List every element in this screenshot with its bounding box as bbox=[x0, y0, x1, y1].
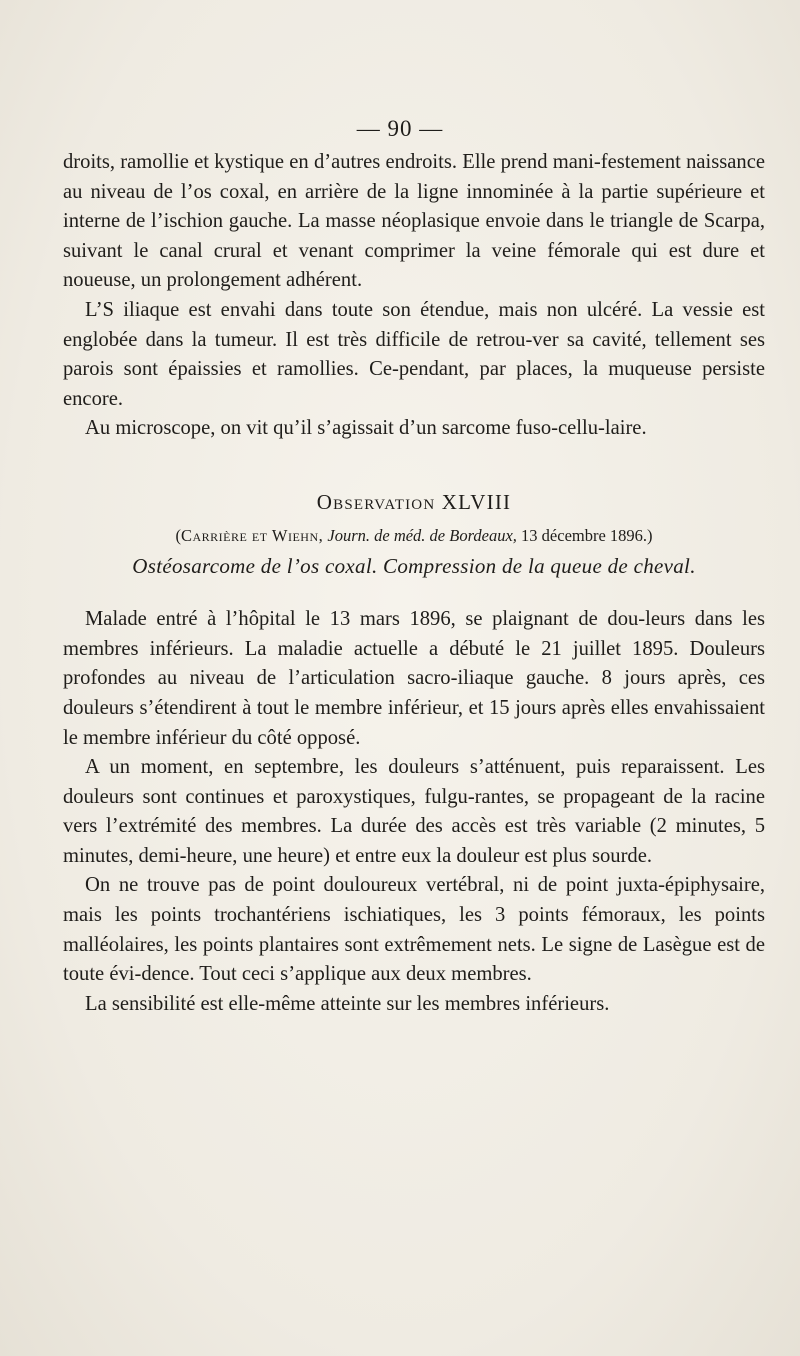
paragraph: droits, ramollie et kystique en d’autres endroits. Elle prend mani-festement naissance au niveau de l’os coxal, en arrière de la ligne innominée à la partie supérieure et interne de l’ischion gauche. La masse néoplasique envoie dans le triangle de Scarpa, suivant le canal crural et venant comprimer la veine fémorale qui est dure et noueuse, un prolongement adhérent. bbox=[63, 151, 765, 292]
body-text bbox=[63, 148, 765, 1019]
paragraph: Au microscope, on vit qu’il s’agissait d’un sarcome fuso-cellu-laire. bbox=[85, 417, 647, 440]
paragraph: La sensibilité est elle-même atteinte sur les membres inférieurs. bbox=[85, 992, 610, 1015]
observation-heading: Observation XLVIII bbox=[316, 489, 512, 514]
source-open-paren: ( bbox=[175, 525, 181, 545]
source-journal: Journ. de méd. de Bordeaux, bbox=[327, 525, 517, 545]
paragraph: Malade entré à l’hôpital le 13 mars 1896, se plaignant de dou-leurs dans les membres inférieurs. La maladie actuelle a débuté le 21 juillet 1895. Douleurs profondes au niveau de l’articulation sacro-iliaque gauche. 8 jours après, ces douleurs s’étendirent à tout le membre inférieur, et 15 jours après elles envahissaient le membre inférieur du côté opposé. bbox=[63, 608, 765, 749]
paragraph: On ne trouve pas de point douloureux vertébral, ni de point juxta-épiphysaire, mais les points trochantériens ischiatiques, les 3 points fémoraux, les points malléolaires, les points plantaires sont extrêmement nets. Le signe de Lasègue est de toute évi-dence. Tout ceci s’applique aux deux membres. bbox=[63, 874, 765, 986]
paragraph: A un moment, en septembre, les douleurs s’atténuent, puis reparaissent. Les douleurs sont continues et paroxystiques, fulgu-rantes, se propageant de la racine vers l’extrémité des membres. La durée des accès est très variable (2 minutes, 5 minutes, demi-heure, une heure) et entre eux la douleur est plus sourde. bbox=[63, 756, 765, 867]
paragraph: L’S iliaque est envahi dans toute son étendue, mais non ulcéré. La vessie est englobée dans la tumeur. Il est très difficile de retrou-ver sa cavité, tellement ses parois sont épaissies et ramollies. Ce-pendant, par places, la muqueuse persiste encore. bbox=[63, 298, 765, 410]
observation-subtitle: Ostéosarcome de l’os coxal. Compression de la queue de cheval. bbox=[132, 553, 696, 578]
source-date: 13 décembre 1896.) bbox=[521, 525, 653, 545]
observation-source bbox=[63, 522, 765, 550]
page-number: — 90 — bbox=[356, 116, 444, 141]
source-authors: Carrière et Wiehn, bbox=[180, 525, 324, 545]
